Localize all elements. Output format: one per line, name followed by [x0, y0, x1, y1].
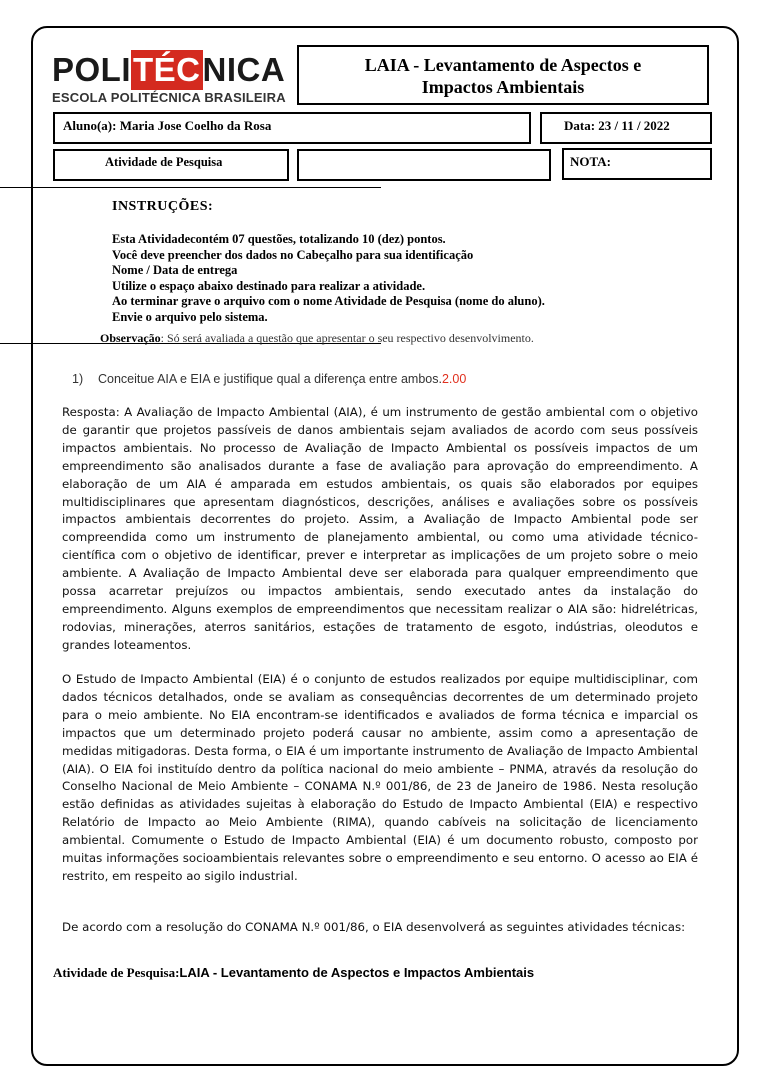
instructions-list: [112, 232, 545, 325]
answer-paragraph-1: Resposta: A Avaliação de Impacto Ambiental (AIA), é um instrumento de gestão ambiental com o objetivo de garantir que projetos passíveis de danos ambientais sejam avaliados de acordo com seus possíveis impactos ambientais. No processo de Avaliação de Impacto Ambiental os possíveis impactos de um empreendimento são analisados durante a fase de avaliação para aprovação do empreendimento. A elaboração de um AIA é amparada em estudos ambientais, os quais são elaborados por equipes multidisciplinares que apresentam diagnósticos, descrições, análises e avaliações sobre os possíveis impactos ambientais decorrentes do projeto. Assim, a Avaliação de Impacto Ambiental pode ser compreendida como um instrumento de planejamento ambiental, ou como uma atividade técnico-científica com o objetivo de identificar, prever e interpretar as implicações de um projeto sobre o meio ambiente. A Avaliação de Impacto Ambiental deve ser elaborada para qualquer empreendimento que possa acarretar prejuízos ou impactos ambientais, sendo executado antes da instalação do empreendimento. Alguns exemplos de empreendimentos que necessitam realizar o AIA são: hidrelétricas, rodovias, minerações, aterros sanitários, estações de tratamento de esgoto, indústrias, oleodutos e grandes loteamentos.: [62, 405, 698, 652]
question-text: Conceitue AIA e EIA e justifique qual a diferença entre ambos.: [98, 372, 442, 386]
observation-text: : Só será avaliada a questão que apresentar o seu respectivo desenvolvimento.: [160, 331, 534, 345]
divider-line-top: [0, 187, 381, 188]
instructions-title: INSTRUÇÕES:: [112, 199, 214, 214]
instruction-item: Ao terminar grave o arquivo com o nome Atividade de Pesquisa (nome do aluno).: [112, 294, 545, 308]
title-line-2: Impactos Ambientais: [421, 77, 585, 97]
observation-note: [100, 331, 534, 346]
instruction-item: Envie o arquivo pelo sistema.: [112, 309, 268, 324]
instruction-item: Esta Atividadecontém 07 questões, totalizando 10 (dez) pontos.: [112, 232, 446, 246]
footer-label: Atividade de Pesquisa:: [53, 965, 180, 980]
observation-label: Observação: [100, 331, 161, 345]
question-number: 1): [72, 372, 84, 386]
logo-wordmark: POLITÉCNICA: [52, 51, 286, 88]
title-line-1: LAIA - Levantamento de Aspectos e: [364, 55, 642, 75]
answer-paragraph-2: O Estudo de Impacto Ambiental (EIA) é o conjunto de estudos realizados por equipe multidisciplinar, com dados técnicos detalhados, onde se avaliam as consequências decorrentes de um determinado projeto para o meio ambiente. No EIA encontram-se identificados e avaliados de forma técnica e imparcial os impactos que um determinado projeto poderá causar no ambiente, assim como a apresentação de medidas mitigadoras. Desta forma, o EIA é um importante instrumento de Avaliação de Impacto Ambiental (AIA). O EIA foi instituído dentro da política nacional do meio ambiente – PNMA, através da resolução do Conselho Nacional de Meio Ambiente – CONAMA N.º 001/86, de 23 de Janeiro de 1986. Nesta resolução estão definidas as atividades sujeitas à elaboração do Estudo de Impacto Ambiental (EIA) e respectivo Relatório de Impacto ao Meio Ambiente (RIMA), quando cabíveis na solicitação de licenciamento ambiental. Comumente o Estudo de Impacto Ambiental (EIA) é um documento robusto, composto por muitas informações socioambientais relevantes sobre o empreendimento e seu entorno. O acesso ao EIA é restrito, em respeito ao sigilo industrial.: [62, 672, 698, 883]
school-logo: [52, 44, 290, 106]
blank-field: [297, 149, 551, 181]
activity-type-field: Atividade de Pesquisa: [53, 149, 289, 181]
question-1: [72, 372, 466, 386]
page-footer: [53, 965, 534, 981]
footer-title: LAIA - Levantamento de Aspectos e Impactos Ambientais: [179, 965, 535, 980]
instruction-item: Você deve preencher dos dados no Cabeçalho para sua identificação: [112, 247, 474, 262]
date-field: Data: 23 / 11 / 2022: [540, 112, 712, 144]
instruction-item: Nome / Data de entrega: [112, 263, 238, 277]
document-title: [297, 45, 709, 105]
question-points: 2.00: [441, 372, 467, 386]
student-name-field: Aluno(a): Maria Jose Coelho da Rosa: [53, 112, 531, 144]
logo-subtitle: ESCOLA POLITÉCNICA BRASILEIRA: [52, 90, 286, 105]
instruction-item: Utilize o espaço abaixo destinado para realizar a atividade.: [112, 278, 426, 293]
answer-paragraph-3: De acordo com a resolução do CONAMA N.º 001/86, o EIA desenvolverá as seguintes atividades técnicas:: [62, 920, 686, 934]
grade-field: NOTA:: [562, 148, 712, 180]
